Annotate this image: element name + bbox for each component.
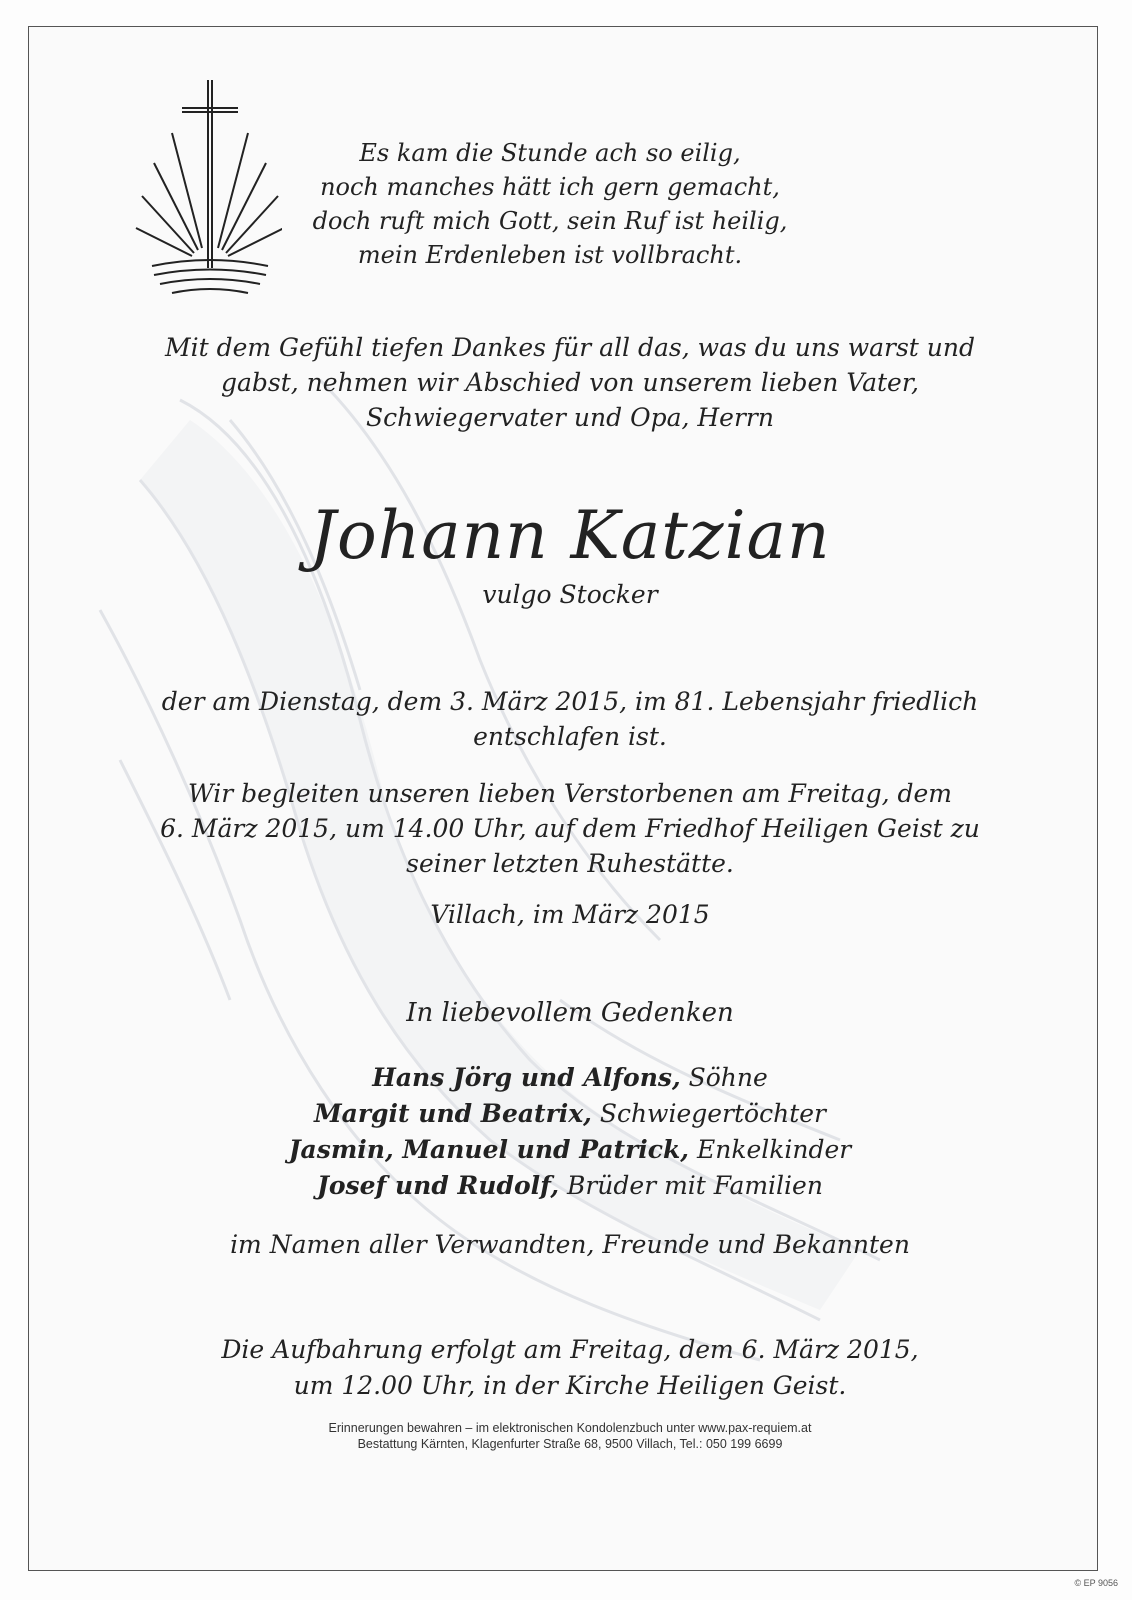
viewing-line: um 12.00 Uhr, in der Kirche Heiligen Geist. bbox=[293, 1371, 847, 1400]
death-notice-line: der am Dienstag, dem 3. März 2015, im 81. Lebensjahr friedlich bbox=[161, 687, 979, 716]
mourner-relation: Söhne bbox=[688, 1063, 768, 1092]
intro-text bbox=[130, 330, 1010, 435]
viewing-notice bbox=[130, 1332, 1010, 1404]
deceased-name: Johann Katzian bbox=[309, 497, 831, 574]
poem-line: noch manches hätt ich gern gemacht, bbox=[320, 173, 780, 201]
deceased-alias: vulgo Stocker bbox=[482, 580, 658, 609]
mourner-names: Josef und Rudolf, bbox=[317, 1171, 560, 1200]
mourners-list bbox=[130, 1060, 1010, 1204]
memory-heading: In liebevollem Gedenken bbox=[406, 998, 734, 1028]
footer-address-line: Bestattung Kärnten, Klagenfurter Straße 68, 9500 Villach, Tel.: 050 199 6699 bbox=[357, 1437, 783, 1451]
relatives-line: im Namen aller Verwandten, Freunde und Bekannten bbox=[230, 1230, 910, 1259]
mourner-names: Jasmin, Manuel und Patrick, bbox=[288, 1135, 690, 1164]
mourner-row bbox=[130, 1132, 1010, 1168]
intro-line: gabst, nehmen wir Abschied von unserem lieben Vater, bbox=[221, 368, 919, 397]
footer bbox=[130, 1420, 1010, 1452]
mourner-row bbox=[130, 1096, 1010, 1132]
viewing-line: Die Aufbahrung erfolgt am Freitag, dem 6. März 2015, bbox=[221, 1335, 919, 1364]
poem-line: Es kam die Stunde ach so eilig, bbox=[359, 139, 741, 167]
death-notice bbox=[130, 684, 1010, 754]
mourner-names: Margit und Beatrix, bbox=[314, 1099, 592, 1128]
death-notice-line: entschlafen ist. bbox=[473, 722, 667, 751]
funeral-line: 6. März 2015, um 14.00 Uhr, auf dem Friedhof Heiligen Geist zu bbox=[160, 814, 980, 843]
mourner-row bbox=[130, 1060, 1010, 1096]
funeral-line: Wir begleiten unseren lieben Verstorbenen am Freitag, dem bbox=[187, 779, 952, 808]
intro-line: Schwiegervater und Opa, Herrn bbox=[366, 403, 774, 432]
funeral-notice bbox=[130, 776, 1010, 881]
poem-line: doch ruft mich Gott, sein Ruf ist heilig, bbox=[312, 207, 788, 235]
mourner-relation: Enkelkinder bbox=[696, 1135, 852, 1164]
mourner-names: Hans Jörg und Alfons, bbox=[372, 1063, 681, 1092]
mourner-row bbox=[130, 1168, 1010, 1204]
mourner-relation: Brüder mit Familien bbox=[566, 1171, 823, 1200]
mourner-relation: Schwiegertöchter bbox=[599, 1099, 826, 1128]
place-date: Villach, im März 2015 bbox=[430, 900, 710, 929]
funeral-line: seiner letzten Ruhestätte. bbox=[406, 849, 734, 878]
footer-condolence-line: Erinnerungen bewahren – im elektronischen Kondolenzbuch unter www.pax-requiem.at bbox=[328, 1421, 812, 1435]
copyright-mark: © EP 9056 bbox=[1074, 1578, 1118, 1588]
poem bbox=[230, 136, 870, 272]
poem-line: mein Erdenleben ist vollbracht. bbox=[357, 241, 743, 269]
intro-line: Mit dem Gefühl tiefen Dankes für all das, was du uns warst und bbox=[164, 333, 976, 362]
